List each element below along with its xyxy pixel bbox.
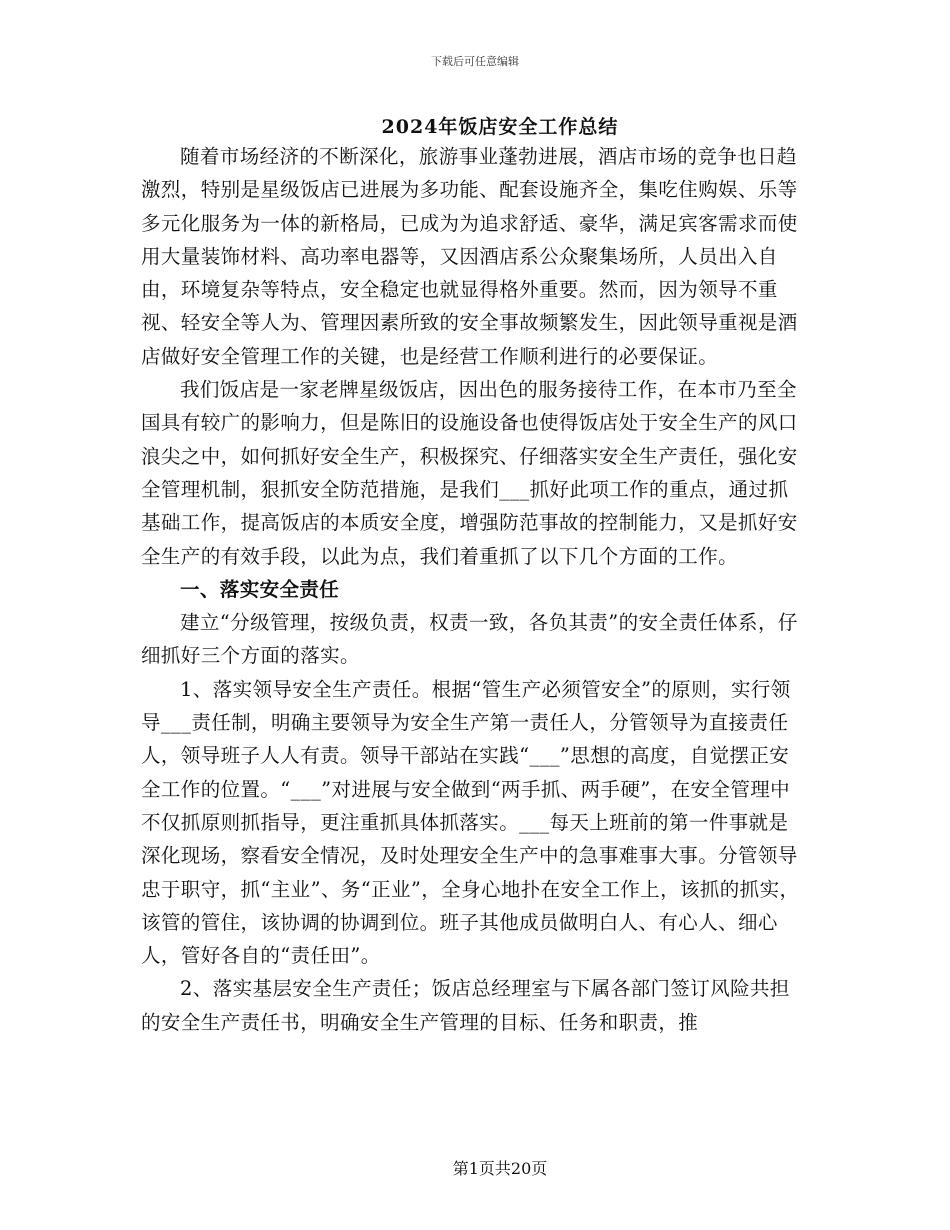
paragraph: 随着市场经济的不断深化，旅游事业蓬勃进展，酒店市场的竞争也日趋激烈，特别是星级饭店已进展为多功能、配套设施齐全，集吃住购娱、乐等多元化服务为一体的新格局，已成为为追求舒适、豪华，满足宾客需求而使用大量装饰材料、高功率电器等，又因酒店系公众聚集场所，人员出入自由，环境复杂等特点，安全稳定也就显得格外重要。然而，因为领导不重视、轻安全等人为、管理因素所致的安全事故频繁发生，因此领导重视是酒店做好安全管理工作的关键，也是经营工作顺利进行的必要保证。 <box>141 145 798 368</box>
paragraph: 建立“分级管理，按级负责，权责一致，各负其责”的安全责任体系，仔细抓好三个方面的落实。 <box>141 611 798 668</box>
paragraph: 我们饭店是一家老牌星级饭店，因出色的服务接待工作，在本市乃至全国具有较广的影响力，但是陈旧的设施设备也使得饭店处于安全生产的风口浪尖之中，如何抓好安全生产，积极探究、仔细落实安全生产责任，强化安全管理机制，狠抓安全防范措施，是我们___抓好此项工作的重点，通过抓基础工作，提高饭店的本质安全度，增强防范事故的控制能力，又是抓好安全生产的有效手段，以此为点，我们着重抓了以下几个方面的工作。 <box>141 378 798 568</box>
paragraph: 2、落实基层安全生产责任；饭店总经理室与下属各部门签订风险共担的安全生产责任书，明确安全生产管理的目标、任务和职责，推 <box>141 977 790 1034</box>
header-note: 下载后可任意编辑 <box>431 55 519 68</box>
page-number: 第1页共20页 <box>452 1159 548 1178</box>
section-heading: 一、落实安全责任 <box>180 577 340 601</box>
document-title: 2024年饭店安全工作总结 <box>381 116 619 138</box>
document-body <box>141 140 806 1039</box>
paragraph: 1、落实领导安全生产责任。根据“管生产必须管安全”的原则，实行领导___责任制，明确主要领导为安全生产第一责任人，分管领导为直接责任人，领导班子人人有责。领导干部站在实践“___”思想的高度，自觉摆正安全工作的位置。“___”对进展与安全做到“两手抓、两手硬”，在安全管理中不仅抓原则抓指导，更注重抓具体抓落实。___每天上班前的第一件事就是深化现场，察看安全情况，及时处理安全生产中的急事难事大事。分管领导忠于职守，抓“主业”、务“正业”，全身心地扑在安全工作上，该抓的抓实，该管的管住，该协调的协调到位。班子其他成员做明白人、有心人、细心人，管好各自的“责任田”。 <box>141 677 800 968</box>
